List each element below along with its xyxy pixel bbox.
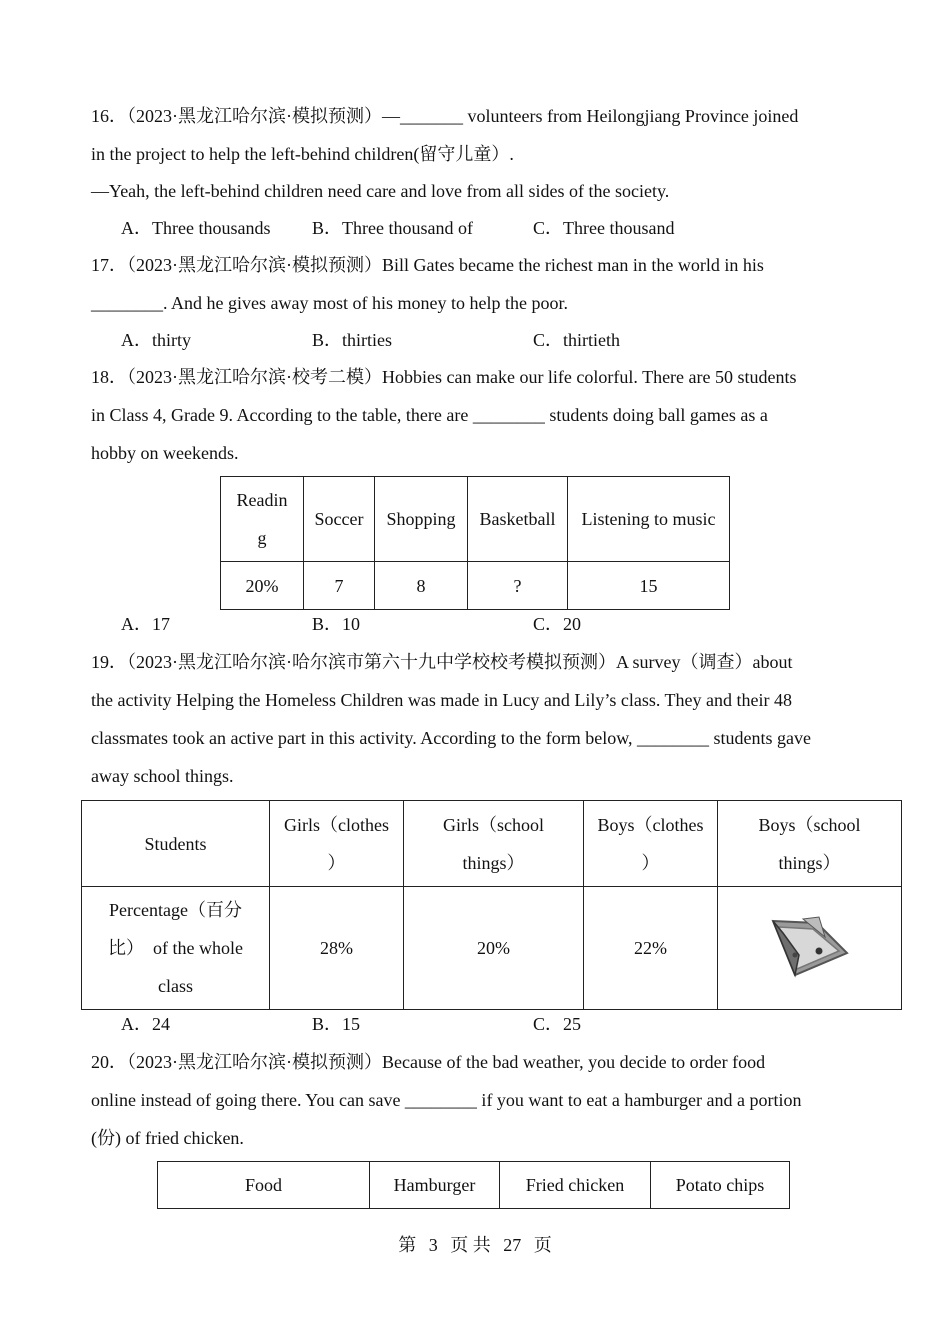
q18-header-shopping: Shopping: [375, 477, 468, 562]
q17-line-2: ________. And he gives away most of his money to help the poor.: [91, 293, 568, 313]
footer-total-pages: 27: [503, 1235, 522, 1255]
q18-value-reading: 20%: [221, 562, 304, 610]
q16-line-1: 16．（2023·黑龙江哈尔滨·模拟预测）—_______ volunteers from Heilongjiang Province joined: [91, 106, 799, 126]
q19-header-boys-school: Boys（school things）: [718, 801, 902, 887]
q19-option-b: B．15: [312, 1014, 361, 1034]
pie-slice-icon: [769, 915, 851, 981]
q20-line-3: (份) of fried chicken.: [91, 1128, 244, 1148]
q20-header-potato-chips: Potato chips: [651, 1162, 790, 1209]
q18-header-basketball: Basketball: [468, 477, 568, 562]
q19-line-1: 19．（2023·黑龙江哈尔滨·哈尔滨市第六十九中学校校考模拟预测）A survey（调查）about: [91, 652, 793, 672]
q17-option-a: A．thirty: [121, 330, 191, 350]
q16-line-2: in the project to help the left-behind children(留守儿童）.: [91, 144, 514, 164]
q16-option-b: B．Three thousand of: [312, 218, 473, 238]
footer-page-number: 3: [428, 1235, 438, 1255]
q18-line-2: in Class 4, Grade 9. According to the table, there are ________ students doing ball games as a: [91, 405, 768, 425]
q18-header-soccer: Soccer: [304, 477, 375, 562]
q20-food-table: [157, 1161, 790, 1209]
footer-suffix: 页: [533, 1235, 552, 1255]
q18-option-c: C．20: [533, 614, 582, 634]
q19-survey-table: [81, 800, 902, 1010]
q18-header-music: Listening to music: [568, 477, 730, 562]
q19-line-2: the activity Helping the Homeless Children was made in Lucy and Lily’s class. They and their 48: [91, 690, 793, 710]
q16-line-3: —Yeah, the left-behind children need care and love from all sides of the society.: [91, 181, 670, 201]
q18-option-a: A．17: [121, 614, 170, 634]
q17-option-b: B．thirties: [312, 330, 392, 350]
q17-option-c: C．thirtieth: [533, 330, 620, 350]
q16-option-a: A．Three thousands: [121, 218, 271, 238]
q17-line-1: 17．（2023·黑龙江哈尔滨·模拟预测）Bill Gates became the richest man in the world in his: [91, 255, 764, 275]
q18-line-1: 18．（2023·黑龙江哈尔滨·校考二模）Hobbies can make our life colorful. There are 50 students: [91, 367, 797, 387]
q19-option-a: A．24: [121, 1014, 170, 1034]
q19-header-boys-clothes: Boys（clothes ）: [584, 801, 718, 887]
footer-prefix: 第: [398, 1235, 417, 1255]
q18-header-reading: Readin g: [221, 477, 304, 562]
q20-line-1: 20．（2023·黑龙江哈尔滨·模拟预测）Because of the bad weather, you decide to order food: [91, 1052, 766, 1072]
q19-header-students: Students: [82, 801, 270, 887]
page-footer: [0, 1233, 950, 1257]
q19-value-boys-school: [718, 887, 902, 1010]
q20-line-2: online instead of going there. You can save ________ if you want to eat a hamburger and a portion: [91, 1090, 802, 1110]
q19-option-c: C．25: [533, 1014, 582, 1034]
q19-header-girls-clothes: Girls（clothes ）: [270, 801, 404, 887]
q18-option-b: B．10: [312, 614, 361, 634]
q19-line-3: classmates took an active part in this activity. According to the form below, ________ students gave: [91, 728, 811, 748]
q19-header-girls-school: Girls（school things）: [404, 801, 584, 887]
q18-value-shopping: 8: [375, 562, 468, 610]
q18-value-basketball: ?: [468, 562, 568, 610]
footer-middle: 页 共: [450, 1235, 491, 1255]
q20-header-food: Food: [158, 1162, 370, 1209]
q20-header-fried-chicken: Fried chicken: [500, 1162, 651, 1209]
q18-value-music: 15: [568, 562, 730, 610]
q16-option-c: C．Three thousand: [533, 218, 675, 238]
q20-header-hamburger: Hamburger: [370, 1162, 500, 1209]
q18-hobby-table: [220, 476, 730, 610]
q19-value-girls-school: 20%: [404, 887, 584, 1010]
q19-value-boys-clothes: 22%: [584, 887, 718, 1010]
q19-line-4: away school things.: [91, 766, 234, 786]
q18-value-soccer: 7: [304, 562, 375, 610]
q19-value-girls-clothes: 28%: [270, 887, 404, 1010]
q18-line-3: hobby on weekends.: [91, 443, 239, 463]
q19-row-label: Percentage（百分 比） of the whole class: [82, 887, 270, 1010]
